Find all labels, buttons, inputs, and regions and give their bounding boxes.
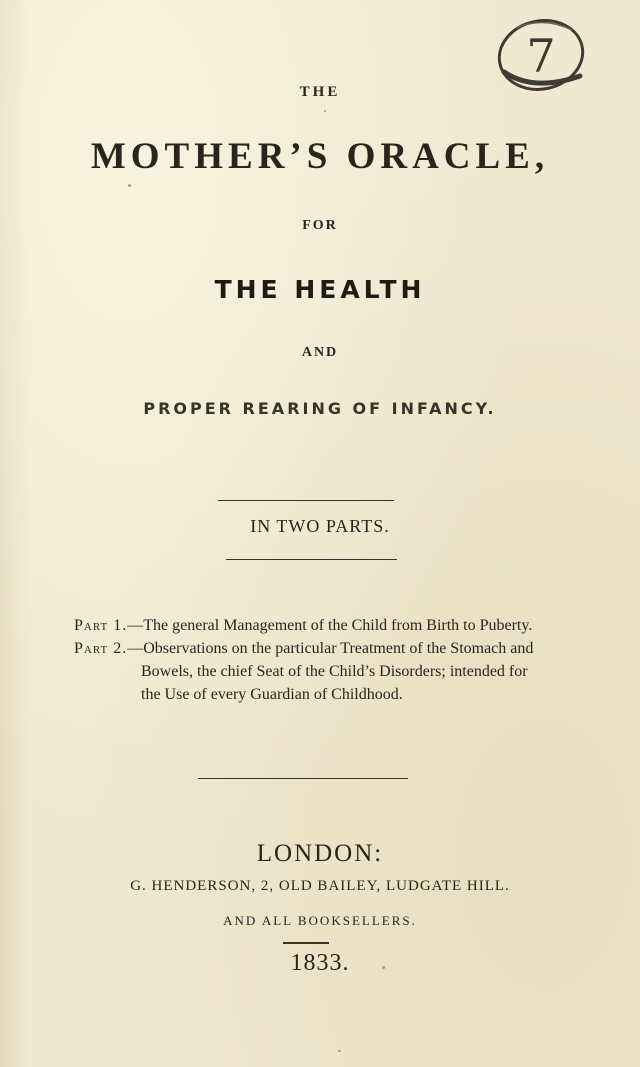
- part-one-text: —The general Management of the Child from Birth to Puberty.: [127, 617, 533, 634]
- part-two-text: —Observations on the particular Treatment of the Stomach and: [127, 640, 534, 657]
- paper-speck: [324, 110, 326, 112]
- part-two-continuation-1: Bowels, the chief Seat of the Child’s Disorders; intended for: [141, 663, 528, 680]
- divider-bottom: [198, 778, 408, 779]
- part-one-label: Part 1.: [74, 617, 128, 634]
- divider-top: [218, 500, 394, 501]
- health-title: THE HEALTH: [214, 275, 426, 304]
- in-two-parts: IN TWO PARTS.: [250, 516, 390, 536]
- paper-speck: [382, 966, 385, 969]
- paper-speck: [338, 1050, 341, 1052]
- title-and: AND: [301, 345, 339, 360]
- part-one: [74, 614, 594, 637]
- rearing-title: PROPER REARING OF INFANCY.: [143, 399, 497, 418]
- part-two: [74, 637, 594, 660]
- divider-middle: [226, 559, 397, 560]
- divider-year: [283, 942, 329, 944]
- main-title: MOTHER’S ORACLE,: [90, 136, 550, 177]
- title-the: THE: [299, 84, 341, 100]
- part-two-continuation-2: the Use of every Guardian of Childhood.: [141, 686, 403, 703]
- imprint-year: 1833.: [290, 950, 350, 976]
- parts-list: [74, 614, 594, 706]
- imprint-publisher: G. HENDERSON, 2, OLD BAILEY, LUDGATE HILL.: [130, 878, 510, 894]
- part-two-label: Part 2.: [74, 640, 128, 657]
- imprint-city: LONDON:: [256, 840, 384, 867]
- paper-speck: [128, 184, 131, 187]
- imprint-booksellers: AND ALL BOOKSELLERS.: [223, 913, 417, 928]
- title-for: FOR: [302, 218, 338, 233]
- stamp-mark: 7: [526, 29, 556, 83]
